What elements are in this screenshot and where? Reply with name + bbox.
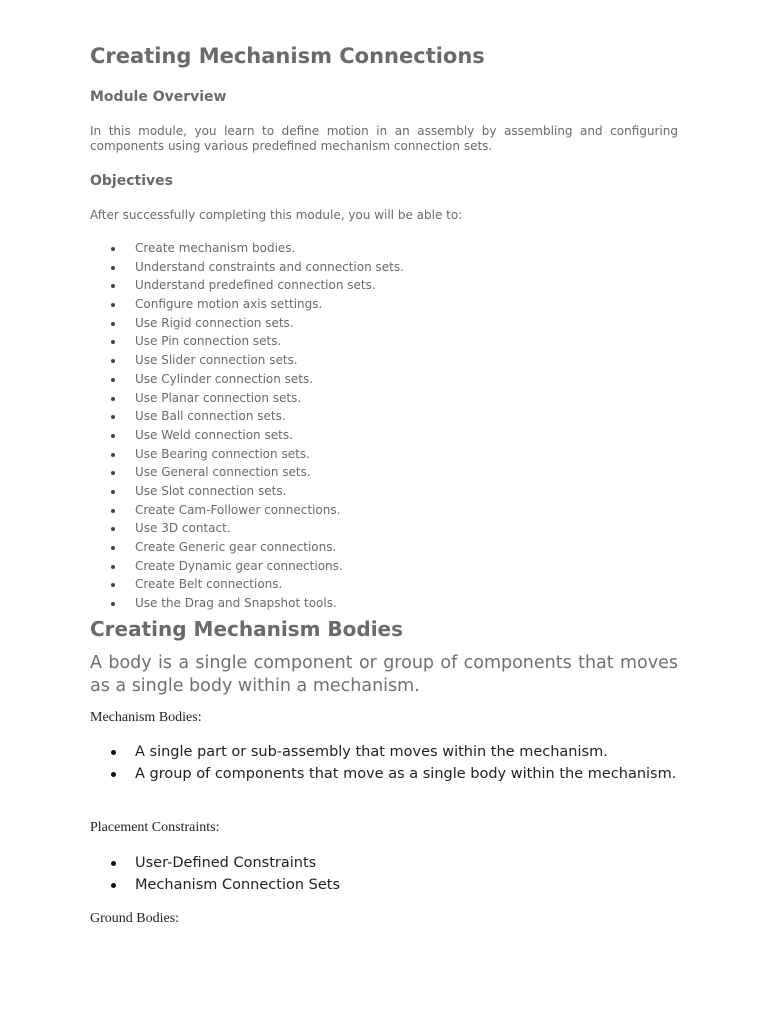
section-heading-bodies: Creating Mechanism Bodies bbox=[90, 617, 404, 641]
bullet-icon bbox=[111, 602, 115, 606]
list-item: Create Belt connections. bbox=[90, 575, 678, 594]
bullet-icon bbox=[111, 772, 116, 777]
bullet-icon bbox=[111, 490, 115, 494]
placement-constraints-label: Placement Constraints: bbox=[90, 820, 220, 835]
list-item: A group of components that move as a single body within the mechanism. bbox=[90, 764, 678, 784]
bullet-icon bbox=[111, 471, 115, 475]
objectives-list bbox=[90, 239, 678, 613]
bullet-icon bbox=[111, 546, 115, 550]
list-item: Create Cam-Follower connections. bbox=[90, 501, 678, 520]
list-item: Use Slider connection sets. bbox=[90, 351, 678, 370]
objectives-intro: After successfully completing this module, you will be able to: bbox=[90, 208, 463, 222]
list-item: Use Ball connection sets. bbox=[90, 407, 678, 426]
list-item: Use Pin connection sets. bbox=[90, 332, 678, 351]
mechanism-bodies-list bbox=[90, 742, 678, 786]
objectives-heading: Objectives bbox=[90, 173, 173, 189]
list-item: Understand constraints and connection sets. bbox=[90, 258, 678, 277]
bullet-icon bbox=[111, 322, 115, 326]
list-item: Configure motion axis settings. bbox=[90, 295, 678, 314]
list-item: Create mechanism bodies. bbox=[90, 239, 678, 258]
list-item: A single part or sub-assembly that moves within the mechanism. bbox=[90, 742, 678, 762]
bullet-icon bbox=[111, 527, 115, 531]
list-item: Create Dynamic gear connections. bbox=[90, 557, 678, 576]
mechanism-bodies-label: Mechanism Bodies: bbox=[90, 710, 202, 725]
list-item: Use General connection sets. bbox=[90, 463, 678, 482]
bullet-icon bbox=[111, 266, 115, 270]
module-overview-text: In this module, you learn to define motion in an assembly by assembling and configuring components using various predefined mechanism connection sets. bbox=[90, 124, 678, 153]
bullet-icon bbox=[111, 750, 116, 755]
list-item: Use the Drag and Snapshot tools. bbox=[90, 594, 678, 613]
list-item: Use Rigid connection sets. bbox=[90, 314, 678, 333]
bullet-icon bbox=[111, 883, 116, 888]
bullet-icon bbox=[111, 284, 115, 288]
list-item: Use Cylinder connection sets. bbox=[90, 370, 678, 389]
bullet-icon bbox=[111, 359, 115, 363]
list-item: Mechanism Connection Sets bbox=[90, 875, 678, 895]
module-overview-heading: Module Overview bbox=[90, 89, 227, 105]
bullet-icon bbox=[111, 434, 115, 438]
list-item: Use Weld connection sets. bbox=[90, 426, 678, 445]
bullet-icon bbox=[111, 303, 115, 307]
bullet-icon bbox=[111, 397, 115, 401]
list-item: Use 3D contact. bbox=[90, 519, 678, 538]
list-item: Use Bearing connection sets. bbox=[90, 445, 678, 464]
bullet-icon bbox=[111, 861, 116, 866]
bullet-icon bbox=[111, 247, 115, 251]
ground-bodies-label: Ground Bodies: bbox=[90, 911, 180, 926]
bullet-icon bbox=[111, 340, 115, 344]
bullet-icon bbox=[111, 565, 115, 569]
placement-constraints-list bbox=[90, 853, 678, 897]
list-item: Use Slot connection sets. bbox=[90, 482, 678, 501]
bullet-icon bbox=[111, 415, 115, 419]
bullet-icon bbox=[111, 583, 115, 587]
bullet-icon bbox=[111, 509, 115, 513]
list-item: User-Defined Constraints bbox=[90, 853, 678, 873]
list-item: Create Generic gear connections. bbox=[90, 538, 678, 557]
list-item: Use Planar connection sets. bbox=[90, 389, 678, 408]
bullet-icon bbox=[111, 378, 115, 382]
bullet-icon bbox=[111, 453, 115, 457]
page-title: Creating Mechanism Connections bbox=[90, 44, 485, 68]
bodies-lead-text: A body is a single component or group of components that moves as a single body within a mechanism. bbox=[90, 653, 678, 696]
list-item: Understand predefined connection sets. bbox=[90, 276, 678, 295]
